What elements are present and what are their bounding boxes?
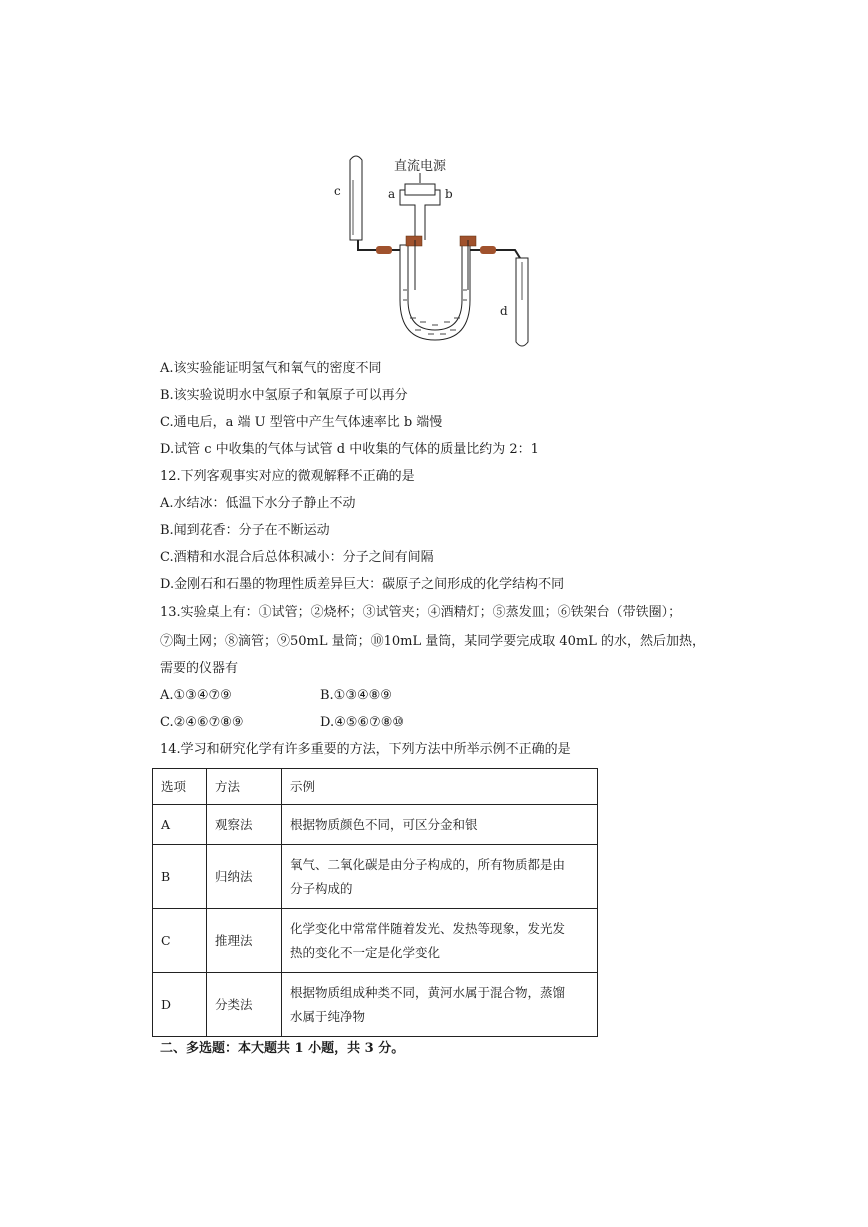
table-row: [153, 805, 598, 845]
row-example-line: 热的变化不一定是化学变化: [290, 944, 441, 960]
power-source-box: [405, 184, 435, 195]
q12-option-b: B.闻到花香：分子在不断运动: [160, 523, 330, 538]
q12-option-c: C.酒精和水混合后总体积减小：分子之间有间隔: [160, 550, 434, 565]
q13-stem-line1: 13.实验桌上有：①试管；②烧杯；③试管夹；④酒精灯；⑤蒸发皿；⑥铁架台（带铁圈）；: [160, 605, 682, 620]
row-example-line: 根据物质颜色不同，可区分金和银: [290, 816, 478, 832]
row-method: 分类法: [207, 973, 282, 1037]
header-option: 选项: [153, 769, 207, 805]
electrode-a-label: a: [388, 187, 396, 201]
q14-stem: 14.学习和研究化学有许多重要的方法，下列方法中所举示例不正确的是: [160, 742, 571, 757]
row-example: [282, 805, 598, 845]
q11-option-a: A.该实验能证明氢气和氧气的密度不同: [160, 361, 382, 376]
row-option: D: [153, 973, 207, 1037]
q11-option-d: D.试管 c 中收集的气体与试管 d 中收集的气体的质量比约为 2：1: [160, 442, 539, 457]
row-example: [282, 909, 598, 973]
row-method: 推理法: [207, 909, 282, 973]
u-tube: [400, 245, 470, 340]
header-example: 示例: [282, 769, 598, 805]
q11-option-b: B.该实验说明水中氢原子和氧原子可以再分: [160, 388, 408, 403]
test-tube-c: [350, 156, 362, 240]
row-example-line: 化学变化中常常伴随着发光、发热等现象，发光发: [290, 920, 566, 936]
row-example-line: 根据物质组成种类不同，黄河水属于混合物，蒸馏: [290, 984, 566, 1000]
test-tube-d-label: d: [500, 304, 508, 318]
row-method: 归纳法: [207, 845, 282, 909]
row-example: [282, 845, 598, 909]
row-option: B: [153, 845, 207, 909]
electrode-b-label: b: [445, 187, 453, 201]
row-method: 观察法: [207, 805, 282, 845]
q13-option-c: C.②④⑥⑦⑧⑨: [160, 715, 244, 730]
section2-heading: 二、多选题：本大题共 1 小题，共 3 分。: [160, 1041, 405, 1056]
table-row: [153, 845, 598, 909]
test-tube-c-label: c: [334, 184, 341, 198]
q13-option-b: B.①③④⑧⑨: [320, 688, 392, 703]
table-row: [153, 909, 598, 973]
power-source-label: 直流电源: [393, 159, 447, 174]
row-example-line: 氧气、二氧化碳是由分子构成的，所有物质都是由: [290, 856, 566, 872]
row-option: A: [153, 805, 207, 845]
q14-methods-table: [152, 768, 598, 1037]
table-row: [153, 973, 598, 1037]
q13-option-a: A.①③④⑦⑨: [160, 688, 232, 703]
q13-option-d: D.④⑤⑥⑦⑧⑩: [320, 715, 405, 730]
q13-stem-line3: 需要的仪器有: [160, 661, 239, 676]
table-header-row: [153, 769, 598, 805]
row-example: [282, 973, 598, 1037]
q11-option-c: C.通电后，a 端 U 型管中产生气体速率比 b 端慢: [160, 415, 443, 430]
header-method: 方法: [207, 769, 282, 805]
row-option: C: [153, 909, 207, 973]
q13-stem-line2: ⑦陶土网；⑧滴管；⑨50mL 量筒；⑩10mL 量筒，某同学要完成取 40mL 的水，然后加热，: [160, 634, 706, 649]
electrolysis-apparatus-diagram: [320, 150, 560, 355]
q12-option-d: D.金刚石和石墨的物理性质差异巨大：碳原子之间形成的化学结构不同: [160, 577, 565, 592]
row-example-line: 分子构成的: [290, 880, 353, 896]
q12-stem: 12.下列客观事实对应的微观解释不正确的是: [160, 469, 415, 484]
row-example-line: 水属于纯净物: [290, 1008, 366, 1024]
q12-option-a: A.水结冰：低温下水分子静止不动: [160, 496, 356, 511]
